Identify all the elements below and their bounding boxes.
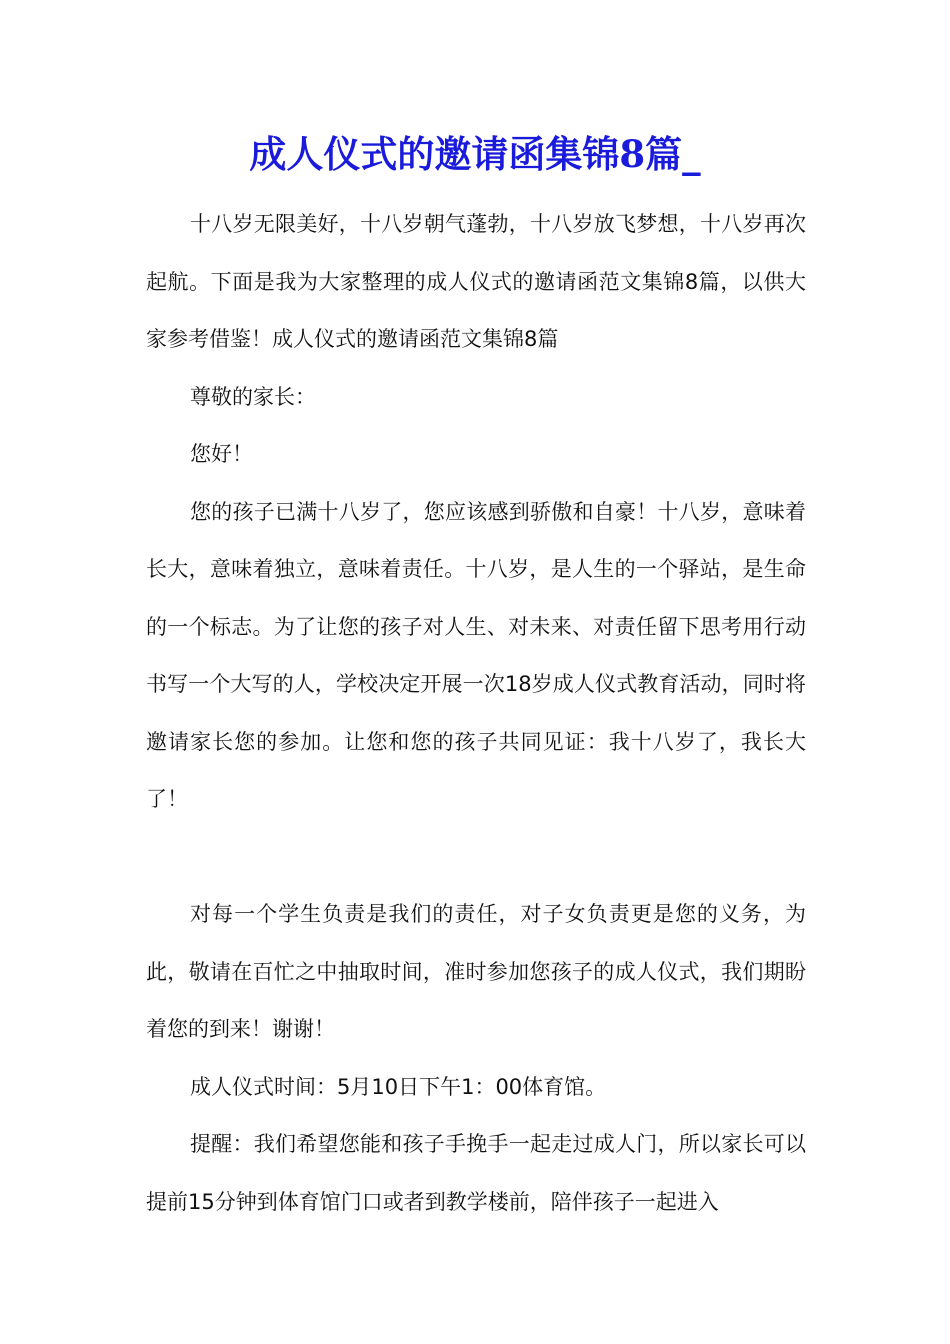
document-body [146,196,806,1231]
body-paragraph-2: 对每一个学生负责是我们的责任，对子女负责更是您的义务，为此，敬请在百忙之中抽取时间，准时参加您孩子的成人仪式，我们期盼着您的到来！谢谢！ [146,902,806,1041]
ceremony-time: 成人仪式时间：5月10日下午1：00体育馆。 [190,1074,607,1099]
reminder-paragraph: 提醒：我们希望您能和孩子手挽手一起走过成人门，所以家长可以提前15分钟到体育馆门口或者到教学楼前，陪伴孩子一起进入 [146,1132,806,1214]
salutation: 尊敬的家长： [190,384,316,409]
document-title: 成人仪式的邀请函集锦8篇_ [249,132,701,176]
body-paragraph-1: 您的孩子已满十八岁了，您应该感到骄傲和自豪！十八岁，意味着长大，意味着独立，意味着责任。十八岁，是人生的一个驿站，是生命的一个标志。为了让您的孩子对人生、对未来、对责任留下思考用行动书写一个大写的人，学校决定开展一次18岁成人仪式教育活动，同时将邀请家长您的参加。让您和您的孩子共同见证：我十八岁了，我长大了！ [146,499,806,811]
paragraph-spacer [146,829,806,887]
greeting: 您好！ [190,442,253,466]
intro-paragraph: 十八岁无限美好，十八岁朝气蓬勃，十八岁放飞梦想，十八岁再次起航。下面是我为大家整理的成人仪式的邀请函范文集锦8篇，以供大家参考借鉴！成人仪式的邀请函范文集锦8篇 [146,212,806,351]
